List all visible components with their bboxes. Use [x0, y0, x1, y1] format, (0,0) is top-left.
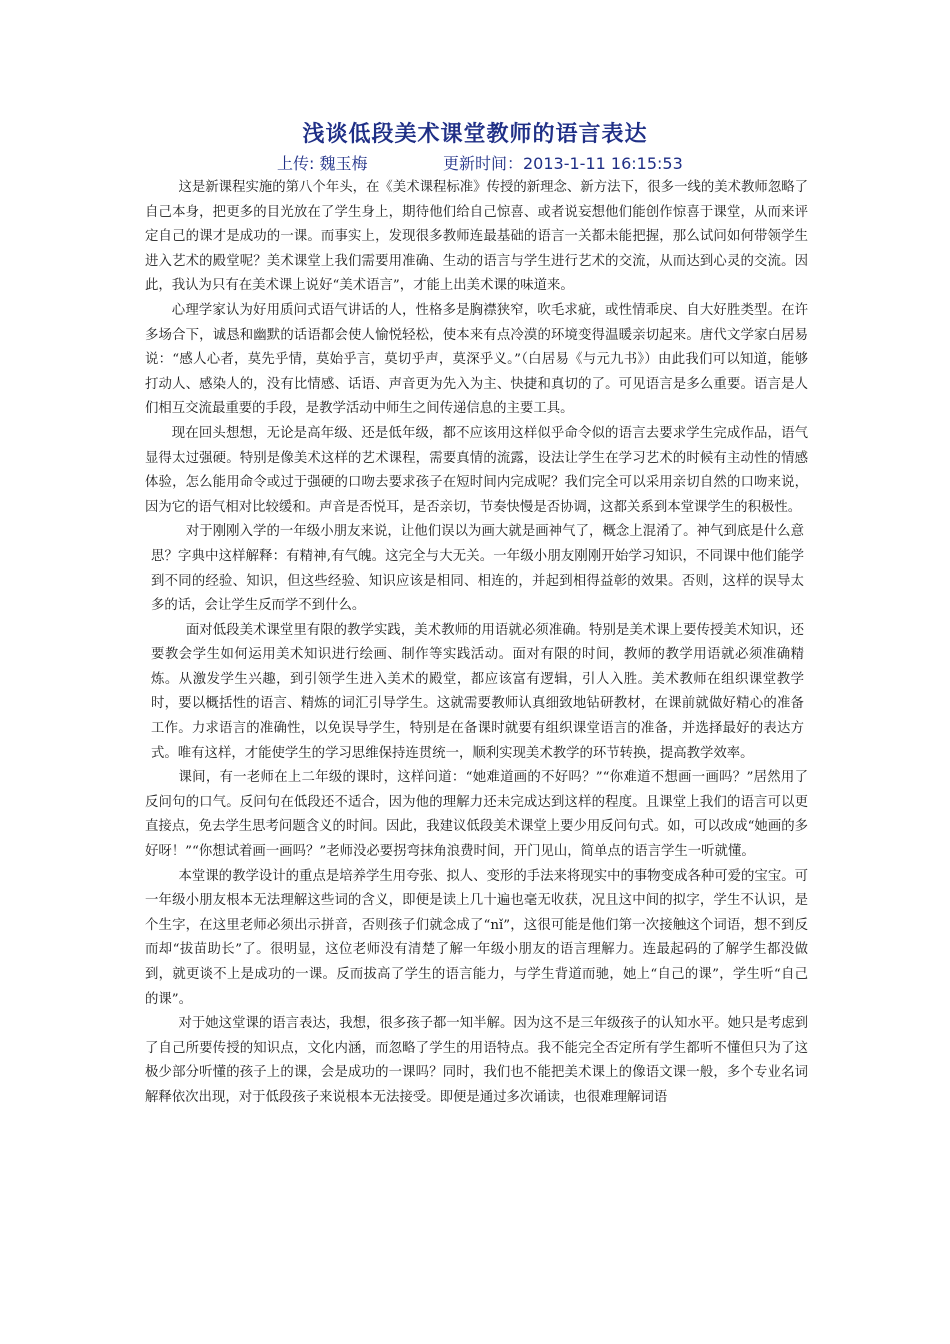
article-body: [145, 176, 808, 1111]
update-time: 更新时间：2013-1-11 16:15:53: [443, 154, 683, 173]
paragraph: 对于她这堂课的语言表达，我想，很多孩子都一知半解。因为这不是三年级孩子的认知水平。她只是考虑到了自己所要传授的知识点，文化内涵，而忽略了学生的用语特点。我不能完全否定所有学生都听不懂但只为了这极少部分听懂的孩子上的课，会是成功的一课吗？同时，我们也不能把美术课上的像语文课一般，多个专业名词解释依次出现，对于低段孩子来说根本无法接受。即便是通过多次诵读，也很难理解词语: [145, 1016, 808, 1105]
paragraph: 这是新课程实施的第八个年头，在《美术课程标准》传授的新理念、新方法下，很多一线的美术教师忽略了自己本身，把更多的目光放在了学生身上，期待他们给自己惊喜、或者说妄想他们能创作惊喜于课堂，从而来评定自己的课才是成功的一课。而事实上，发现很多教师连最基础的语言一关都未能把握，那么试问如何带领学生进入艺术的殿堂呢？美术课堂上我们需要用准确、生动的语言与学生进行艺术的交流，从而达到心灵的交流。因此，我认为只有在美术课上说好“美术语言”，才能上出美术课的味道来。: [145, 180, 808, 294]
paragraph: 现在回头想想，无论是高年级、还是低年级，都不应该用这样似乎命令似的语言去要求学生完成作品，语气显得太过强硬。特别是像美术这样的艺术课程，需要真情的流露，设法让学生在学习艺术的时候有主动性的情感体验，怎么能用命令或过于强硬的口吻去要求孩子在短时间内完成呢？我们完全可以采用亲切自然的口吻来说，因为它的语气相对比较缓和。声音是否悦耳，是否亲切，节奏快慢是否协调，这都关系到本堂课学生的积极性。: [145, 425, 808, 515]
article-title: 浅谈低段美术课堂教师的语言表达: [302, 122, 648, 147]
paragraph: 课间，有一老师在上二年级的课时，这样问道：“她难道画的不好吗？”“你难道不想画一画吗？”居然用了反问句的口气。反问句在低段还不适合，因为他的理解力还未完成达到这样的程度。且课堂上我们的语言可以更直接点，免去学生思考问题含义的时间。因此，我建议低段美术课堂上要少用反问句式。如，可以改成“她画的多好呀！”“你想试着画一画吗？”老师没必要拐弯抹角浪费时间，开门见山，简单点的语言学生一听就懂。: [145, 770, 808, 860]
uploader-label: 上传: 魏玉梅: [277, 154, 368, 173]
paragraph: 本堂课的教学设计的重点是培养学生用夸张、拟人、变形的手法来将现实中的事物变成各种可爱的宝宝。可一年级小朋友根本无法理解这些词的含义，即便是读上几十遍也毫无收获，况且这中间的拟字，学生不认识，是个生字，在这里老师必须出示拼音，否则孩子们就念成了“nǐ”，这很可能是他们第一次接触这个词语，想不到反而却“拔苗助长”了。很明显，这位老师没有清楚了解一年级小朋友的语言理解力。连最起码的了解学生都没做到，就更谈不上是成功的一课。反而拔高了学生的语言能力，与学生背道而驰，她上“自己的课”，学生听“自己的课”。: [145, 868, 808, 1007]
paragraph: 心理学家认为好用质问式语气讲话的人，性格多是胸襟狭窄，吹毛求疵，或性情乖戾、自大好胜类型。在许多场合下，诚恳和幽默的话语都会使人愉悦轻松，使本来有点冷漠的环境变得温暖亲切起来。唐代文学家白居易说：“感人心者，莫先乎情，莫始乎言，莫切乎声，莫深乎义。”（白居易《与元九书》）由此我们可以知道，能够打动人、感染人的，没有比情感、话语、声音更为先入为主、快捷和真切的了。可见语言是多么重要。语言是人们相互交流最重要的手段，是教学活动中师生之间传递信息的主要工具。: [145, 302, 808, 417]
paragraph: 对于刚刚入学的一年级小朋友来说，让他们误以为画大就是画神气了，概念上混淆了。神气到底是什么意思？字典中这样解释：有精神,有气魄。这完全与大无关。一年级小朋友刚刚开始学习知识，不同课中他们能学到不同的经验、知识，但这些经验、知识应该是相同、相连的，并起到相得益彰的效果。否则，这样的误导太多的话，会让学生反而学不到什么。: [151, 524, 804, 614]
paragraph: 面对低段美术课堂里有限的教学实践，美术教师的用语就必须准确。特别是美术课上要传授美术知识，还要教会学生如何运用美术知识进行绘画、制作等实践活动。面对有限的时间，教师的教学用语就必须准确精炼。从激发学生兴趣，到引领学生进入美术的殿堂，都应该富有逻辑，引人入胜。美术教师在组织课堂教学时，要以概括性的语言、精炼的词汇引导学生。这就需要教师认真细致地钻研教材，在课前就做好精心的准备工作。力求语言的准确性，以免误导学生，特别是在备课时就要有组织课堂语言的准备，并选择最好的表达方式。唯有这样，才能使学生的学习思维保持连贯统一，顺利实现美术教学的环节转换，提高教学效率。: [151, 622, 804, 761]
